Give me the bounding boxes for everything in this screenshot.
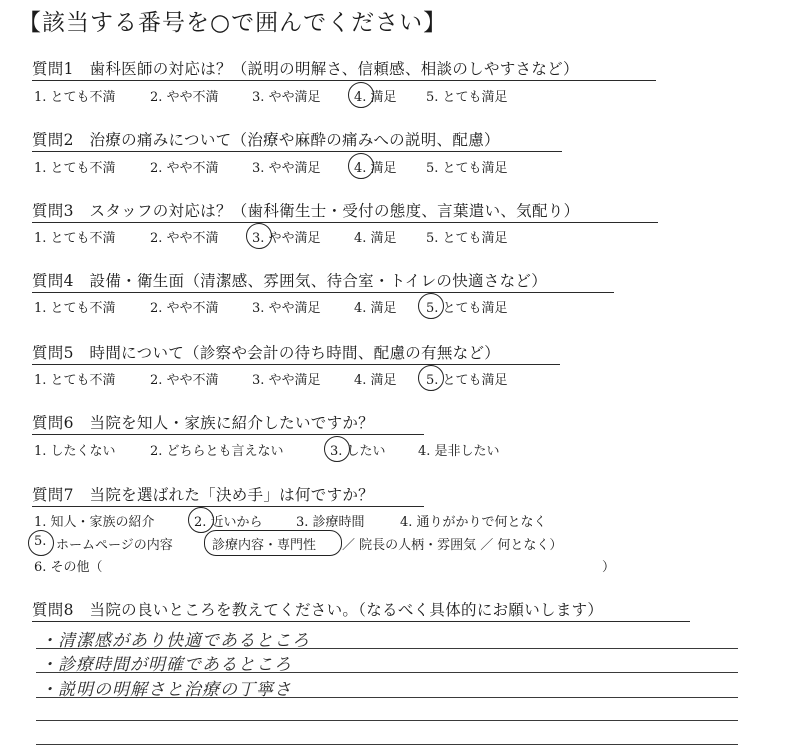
q7-option-5-circled-text[interactable]: 診療内容・専門性 [212,538,317,553]
q4-option-3[interactable]: 3. やや満足 [252,301,321,316]
q3-option-3[interactable]: 3. やや満足 [252,231,321,246]
q4-option-1[interactable]: 1. とても不満 [34,301,116,316]
q6-option-3[interactable]: 3. したい [330,444,386,459]
q6-option-2[interactable]: 2. どちらとも言えない [150,444,284,459]
q2-option-2[interactable]: 2. やや不満 [150,161,219,176]
q1-option-5[interactable]: 5. とても満足 [426,90,508,105]
q7-option-6-label[interactable]: 6. その他（ [34,560,103,575]
q6-selection-circle [324,436,350,462]
question-4-underline [32,292,614,293]
q5-option-4[interactable]: 4. 満足 [354,373,397,388]
q8-answer-line-2: ・診療時間が明確であるところ [40,655,292,675]
q2-option-4[interactable]: 4. 満足 [354,161,397,176]
q7-option-1[interactable]: 1. 知人・家族の紹介 [34,515,155,530]
q7-option-5-number[interactable]: 5. [34,534,47,549]
q7-option-3[interactable]: 3. 診療時間 [296,515,365,530]
q2-option-5[interactable]: 5. とても満足 [426,161,508,176]
question-5-underline [32,364,560,365]
q2-option-1[interactable]: 1. とても不満 [34,161,116,176]
q1-option-2[interactable]: 2. やや不満 [150,90,219,105]
question-1-label: 質問1 歯科医師の対応は？（説明の明解さ、信頼感、相談のしやすさなど） [32,60,579,78]
q4-option-5[interactable]: 5. とても満足 [426,301,508,316]
q8-answer-line-3: ・説明の明解さと治療の丁寧さ [40,680,292,700]
q8-answer-rule-1 [36,648,738,649]
q7-selection-circle-2 [188,507,214,533]
question-3-underline [32,222,658,223]
question-6-label: 質問6 当院を知人・家族に紹介したいですか？ [32,414,374,432]
q4-selection-circle [418,293,444,319]
q8-answer-rule-3 [36,697,738,698]
q2-option-3[interactable]: 3. やや満足 [252,161,321,176]
q8-answer-rule-2 [36,672,738,673]
q6-option-4[interactable]: 4. 是非したい [418,444,500,459]
q7-option-6-close: ） [602,560,616,575]
q5-option-5[interactable]: 5. とても満足 [426,373,508,388]
question-3-label: 質問3 スタッフの対応は？（歯科衛生士・受付の態度、言葉遣い、気配り） [32,202,580,220]
question-4-label: 質問4 設備・衛生面（清潔感、雰囲気、待合室・トイレの快適さなど） [32,272,547,290]
q8-answer-rule-5 [36,744,738,745]
question-2-underline [32,151,562,152]
q4-option-4[interactable]: 4. 満足 [354,301,397,316]
question-5-label: 質問5 時間について（診察や会計の待ち時間、配慮の有無など） [32,344,501,362]
question-1-underline [32,80,656,81]
q3-option-2[interactable]: 2. やや不満 [150,231,219,246]
q7-option-2[interactable]: 2. 近いから [194,515,263,530]
q8-answer-rule-4 [36,720,738,721]
q8-answer-line-1: ・清潔感があり快適であるところ [40,631,310,651]
question-8-label: 質問8 当院の良いところを教えてください。（なるべく具体的にお願いします） [32,601,604,619]
q1-option-1[interactable]: 1. とても不満 [34,90,116,105]
q3-option-5[interactable]: 5. とても満足 [426,231,508,246]
question-6-underline [32,434,424,435]
q1-selection-circle [348,82,374,108]
question-8-underline [32,621,690,622]
q7-option-4[interactable]: 4. 通りがかりで何となく [400,515,547,530]
page-header: 【該当する番号を○で囲んでください】 [18,10,448,36]
q7-text-selection-oval [204,530,342,556]
q1-option-4[interactable]: 4. 満足 [354,90,397,105]
q7-selection-circle-5 [28,530,54,556]
q7-option-5-text: ホームページの内容 [56,538,173,553]
q5-selection-circle [418,365,444,391]
question-7-underline [32,506,424,507]
q1-option-3[interactable]: 3. やや満足 [252,90,321,105]
q2-selection-circle [348,153,374,179]
q5-option-3[interactable]: 3. やや満足 [252,373,321,388]
q5-option-2[interactable]: 2. やや不満 [150,373,219,388]
q3-selection-circle [246,223,272,249]
q5-option-1[interactable]: 1. とても不満 [34,373,116,388]
q7-option-5-rest: ／ 院長の人柄・雰囲気 ／ 何となく） [342,538,563,553]
q3-option-4[interactable]: 4. 満足 [354,231,397,246]
question-2-label: 質問2 治療の痛みについて（治療や麻酔の痛みへの説明、配慮） [32,131,500,149]
q6-option-1[interactable]: 1. したくない [34,444,116,459]
q3-option-1[interactable]: 1. とても不満 [34,231,116,246]
q4-option-2[interactable]: 2. やや不満 [150,301,219,316]
question-7-label: 質問7 当院を選ばれた「決め手」は何ですか？ [32,486,374,504]
